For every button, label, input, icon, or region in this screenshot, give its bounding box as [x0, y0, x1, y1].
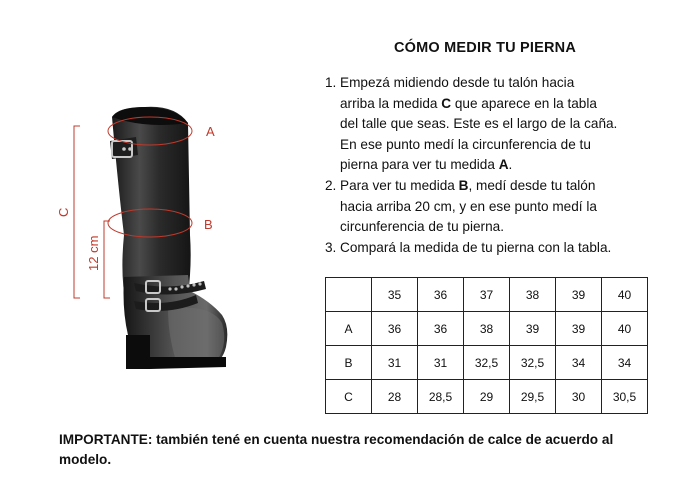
- table-header-cell: 39: [556, 278, 602, 312]
- table-cell: 39: [510, 312, 556, 346]
- table-row-label: C: [326, 380, 372, 414]
- table-header-cell: 38: [510, 278, 556, 312]
- size-table: [325, 277, 648, 414]
- table-header-row: [326, 278, 648, 312]
- table-cell: 28: [372, 380, 418, 414]
- step-text: circunferencia de tu pierna.: [340, 219, 504, 235]
- step-line: [340, 217, 665, 238]
- step-line: [340, 135, 665, 156]
- step-line: [340, 94, 665, 115]
- step-line: [340, 155, 665, 176]
- instruction-step: [325, 73, 665, 176]
- table-cell: 31: [372, 346, 418, 380]
- instructions-list: [325, 73, 665, 258]
- step-number: 2.: [325, 177, 337, 193]
- step-text: pierna para ver tu medida: [340, 157, 499, 173]
- step-text: Para ver tu medida: [340, 177, 459, 193]
- table-header-cell: 36: [418, 278, 464, 312]
- step-number: 3.: [325, 239, 337, 255]
- table-cell: 29: [464, 380, 510, 414]
- step-line: [340, 73, 665, 94]
- step-text: que aparece en la tabla: [451, 95, 597, 111]
- instruction-step: [325, 238, 665, 259]
- step-text: En ese punto medí la circunferencia de tu: [340, 136, 591, 152]
- table-header-cell: 37: [464, 278, 510, 312]
- table-cell: 32,5: [510, 346, 556, 380]
- step-text: .: [508, 157, 513, 173]
- step-text: hacia arriba 20 cm, y en ese punto medí la: [340, 198, 597, 214]
- step-emphasis: B: [458, 177, 469, 193]
- step-emphasis: C: [441, 95, 452, 111]
- important-note: IMPORTANTE: también tené en cuenta nuestra recomendación de calce de acuerdo al modelo.: [59, 432, 614, 467]
- step-text: del talle que seas. Este es el largo de la caña.: [340, 116, 618, 132]
- table-cell: 28,5: [418, 380, 464, 414]
- step-line: [340, 176, 665, 197]
- label-c: C: [56, 207, 71, 217]
- step-line: [340, 238, 665, 259]
- label-b: B: [204, 217, 213, 232]
- table-row: [326, 380, 648, 414]
- table-row-label: B: [326, 346, 372, 380]
- step-text: Empezá midiendo desde tu talón hacia: [340, 75, 575, 90]
- label-12cm: 12 cm: [86, 235, 101, 271]
- table-cell: 38: [464, 312, 510, 346]
- table-cell: 36: [372, 312, 418, 346]
- boot-image: [110, 107, 227, 369]
- boot-diagram: [50, 95, 270, 385]
- table-header-cell: 35: [372, 278, 418, 312]
- table-cell: 31: [418, 346, 464, 380]
- table-cell: 30: [556, 380, 602, 414]
- page-title: CÓMO MEDIR TU PIERNA: [393, 40, 577, 56]
- measure-c-bracket: [74, 126, 80, 298]
- table-cell: 39: [556, 312, 602, 346]
- table-row: [326, 312, 648, 346]
- table-cell: 40: [602, 312, 648, 346]
- measure-12cm-bracket: [104, 221, 110, 298]
- step-line: [340, 114, 665, 135]
- table-cell: 36: [418, 312, 464, 346]
- table-cell: 34: [556, 346, 602, 380]
- table-header-cell: 40: [602, 278, 648, 312]
- label-a: A: [206, 124, 215, 139]
- step-text: arriba la medida: [340, 95, 442, 111]
- step-emphasis: A: [498, 157, 509, 173]
- step-text: , medí desde tu talón: [468, 177, 596, 193]
- table-header-cell: [326, 278, 372, 312]
- step-text: Compará la medida de tu pierna con la tabla.: [340, 239, 612, 255]
- step-line: [340, 197, 665, 218]
- table-cell: 34: [602, 346, 648, 380]
- instruction-step: [325, 176, 665, 238]
- table-cell: 30,5: [602, 380, 648, 414]
- table-cell: 32,5: [464, 346, 510, 380]
- table-row: [326, 346, 648, 380]
- step-number: 1.: [325, 75, 337, 90]
- table-cell: 29,5: [510, 380, 556, 414]
- table-row-label: A: [326, 312, 372, 346]
